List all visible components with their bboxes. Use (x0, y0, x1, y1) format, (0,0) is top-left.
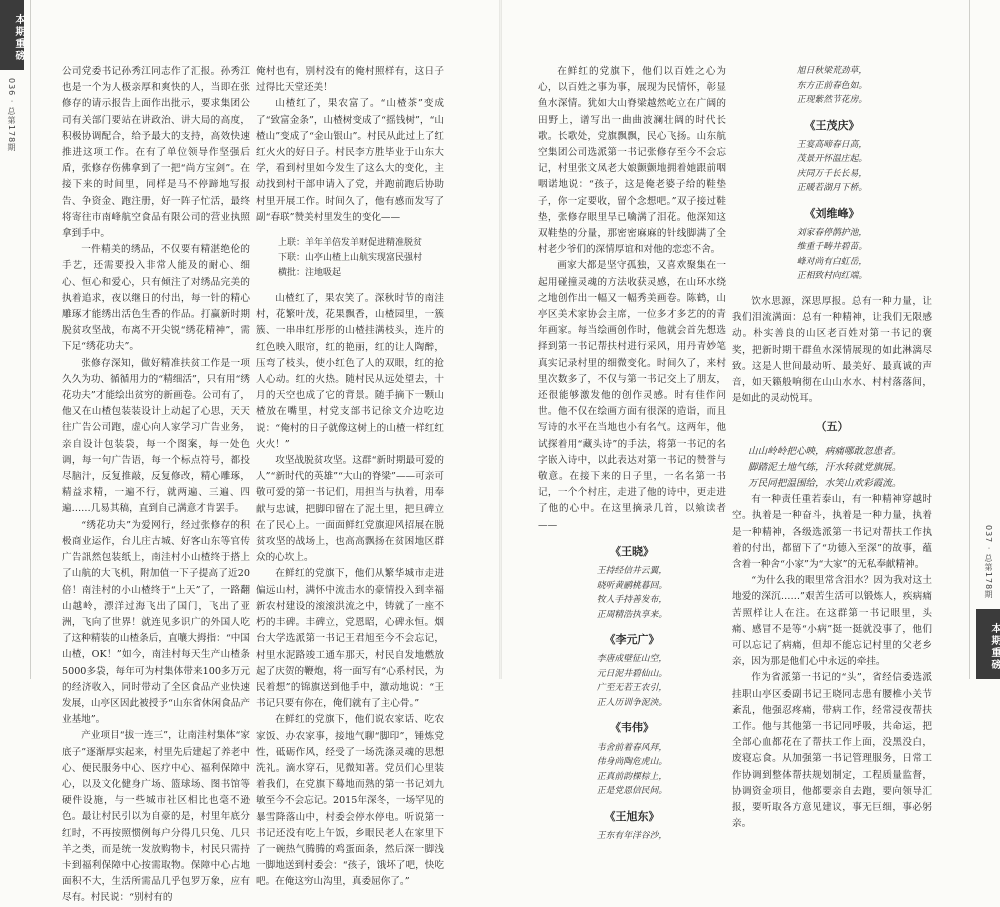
couplet-line: 上联：羊年羊倍发羊财促进精准脱贫 (278, 238, 423, 249)
poem-line: 韦舍前着春风拜， (596, 742, 668, 753)
poem-title: 《韦伟》 (610, 721, 654, 735)
paragraph: 张修存深知，做好精准扶贫工作是一项久久为功、循循用力的“精细活”，只有用“绣花功夫”才能绘出贫穷的新画卷。公司有了，他又在山楂包装装设计上动起了心思，天天往广告公司跑，虚心向人家学习广告业务，亲自设计包装袋，每一个图案，每一处色调，每一句广告语，每一个标点符号，都投尽脑汁，反复推敲，反复修改，精心雕琢，精益求精，一遍不行，就两遍、三遍、四遍……几易其稿，直到自己满意才肯罢手。 (62, 357, 250, 515)
paragraph: 公司党委书记孙秀江同志作了汇报。孙秀江也是一个为人极亲厚和爽快的人，当即在张修存的请示报告上面作出批示，要求集团公司有关部门要站在讲政治、讲大局的高度，积极协调配合，给予最大的支持，高效快速推进这项工作。在有了单位领导作坚强后盾，张修存伤佛拿到了一把“尚方宝剑”。在接下来的时间里，同样是马不停蹄地写报告、争资金、跑注册，好一阵子忙活，最终将寄往市南峰航空食品有限公司的营业执照拿到手中。 (62, 66, 250, 240)
right-page-column-1 (538, 64, 726, 841)
verse-line: 脚踏泥土地气练，汗水转就党旗展。 (748, 461, 902, 473)
poem-title: 《王旭东》 (604, 809, 660, 823)
section-tab-right: 本期重磅 (976, 609, 1000, 679)
paragraph: “绣花功夫”为爱网行，经过张修存的积极商业运作，台儿庄古城、好客山东等官传广告訊然包装纸上，南洼村小山楂终于搭上了山航的大飞机，附加值一下子提高了近20倍！南洼村的小山楂终于“上天”了，一路翻山越岭，漂洋过海飞出了国门，飞出了亚洲，飞向了世界！就连见多识广的外国人吃了这种精装的山楂条后，直嚷大拇指：“中国山楂，OK！”如今，南洼村每天生产山楂条5000多袋，每年可为村集体带来100多万元的经济收入，同时带动了全区食品产业快速发展，山亭区因此被授予“山东省休闲食品产业基地”。 (62, 519, 250, 726)
poem-line: 王宴高啼春日高， (796, 139, 868, 150)
poem-line: 正真前韵棵棕上， (596, 771, 668, 782)
poem-line: 元日泥井碧仙山。 (596, 668, 668, 679)
page-number-right: 037 · 总第178期 (984, 524, 993, 599)
section-heading: （五） (815, 420, 849, 434)
poem-line: 正是党恩信民间。 (596, 786, 668, 796)
verse-line: 山山岭岭把心映，病痛哪敢忽患者。 (748, 445, 902, 457)
poem-line: 正人历训争泥泱。 (596, 697, 668, 708)
paragraph: 画家大都是坚守孤独，又喜欢聚集在一起用碰撞灵魂的方法收获灵感，在山环水绕之地创作出一幅又一幅秀美画卷。陈鹤，山亭区美术家协会主席，一位多才多艺的的青年画家。每当绘画创作时，他就会首先想选择到第一书记帮扶村进行采风，用丹青妙笔真实记录村里的细微变化。时间久了，来村里次数多了，不仅与第一书记交上了朋友，还很能够激发他的创作灵感。时有佳作问世。他不仅在绘画方面有很深的造诣，而且写诗的水平在当地也小有名气。这两年，他试探着用“藏头诗”的手法，将第一书记的名字嵌入诗中，以此表达对第一书记的赞誉与敬意。在接下来的日子里，一名名第一书记，一个个村庄，走进了他的诗中，更走进了他的心中。在这里摘录几首，以飨读者—— (538, 260, 726, 531)
verse-line: 万民同把温围给，水笑山欢彩霞流。 (748, 477, 902, 489)
paragraph: 在鲜红的党旗下，他们从繁华城市走进偏远山村，满怀中流击水的豪情投入到幸福新农村建设的滚滚洪流之中，铸就了一座不朽的丰碑。丰碑立，党恩昭，心碑永恒。烟台大学选派第一书记王君旭至今不会忘记，村里水泥路竣工通车那天，村民自发地燃放起了庆贺的鞭炮，将一面写有“心系村民，为民着想”的锦旗送到他手中，激动地说：“王书记只要有你在，俺们就有了主心骨。” (256, 568, 444, 710)
poem-line: 旭日秋梁荒劲草， (796, 66, 868, 76)
spring-couplet (278, 236, 444, 281)
poem-line: 正暖若湖月下桥。 (796, 183, 868, 194)
left-margin-strip (0, 0, 31, 679)
poem-line: 广至无若王农引， (596, 683, 668, 694)
paragraph: 饮水思源，深思厚报。总有一种力量，让我们泪流满面：总有一种精神，让我们无限感动。朴实善良的山区老百姓对第一书记的褒奖，把新时期干群鱼水深情展现的如此淋漓尽致。这是人世间最动听、最美好、最真诚的声音，如天籁般响彻在山山水水、村村落落间，是如此的灵动悦耳。 (732, 295, 932, 405)
poem-line: 李唐成壁征山空， (596, 654, 668, 665)
paragraph: 作为省派第一书记的“头”，省经信委选派挂职山亭区委副书记王晓同志患有腰椎小关节紊乱，他强忍疼痛，带病工作，经常浸夜帮扶工作。他与其他第一书记同呼吸，共命运，把全部心血都花在了帮扶工作上面，没黑没白，废寝忘食。从加强第一书记管理服务，日常工作协调到整体帮扶规划制定，工程质量监督，协调资金项目，他都要亲自去跑，要向领导汇报，要听取各方意见建议，事无巨细，事必躬亲。 (732, 672, 932, 830)
poem-line: 维重千畴井碧苗。 (796, 242, 868, 253)
left-page-column-2 (256, 64, 444, 888)
poem (538, 544, 726, 622)
poem-line: 牧人手持善发布， (596, 595, 668, 606)
poem-title: 《王茂庆》 (804, 118, 860, 132)
paragraph: 攻坚战脱贫攻坚。这群“新时期最可爱的人”“新时代的英雄”“大山的脊梁”——可亲可敬可爱的第一书记们，用担当与执着，用奉献与忠诚，把脚印留在了泥土里，把旦碑立在了民心上。一面面鲜红党旗迎风招展在脱贫攻坚的战场上，也高高飘扬在贫困地区群众的心坎上。 (256, 455, 444, 564)
poem-line: 茂景开怀温庄起。 (796, 154, 868, 165)
poem-line: 东方正前春色如。 (796, 80, 868, 91)
paragraph: 有一种责任重若泰山，有一种精神穿越时空。执着是一种奋斗，执着是一种力量，执着是一种精神，各级选派第一书记对帮扶工作执着的付出，都留下了“功德入至深”的故事，蕴含着一种舍“小家”为“大家”的无私奉献精神。 (732, 494, 932, 570)
right-margin-strip (969, 0, 1000, 679)
poem (732, 118, 932, 196)
poem (538, 632, 726, 710)
poem-title: 《刘维峰》 (804, 206, 860, 220)
paragraph: 在鲜红的党旗下，他们以百姓之心为心，以百姓之事为事，展现为民情怀，彰显鱼水深情。犹如大山脊梁越然屹立在广阔的田野上，谱写出一曲曲波澜壮阔的时代长歌。长歌处，党旗飘飘，民心飞扬。山东航空集团公司选派第一书记张修存至今不会忘记，村里张文凤老大娘颤颤地拥着她跟前咽咽诺地说：“孩子，这是俺老婆子给的鞋垫子，你一定要收，留个念想吧。”双子接过鞋垫，张修存眼里旱已噙满了泪花。他深知这双鞋垫的分量，那密密麻麻的针线脚满了全村老少爷们的深情厚谊和对他的恋恋不舍。 (538, 66, 726, 256)
poem-line: 正现紫然节花房。 (796, 95, 868, 105)
poem-title: 《李元广》 (604, 633, 660, 647)
paragraph: 山楂红了，果农富了。“山楂茶”变成了“致富金条”，山楂树变成了“摇钱树”，“山楂山”变成了“金山银山”。村民从此过上了红红火火的好日子。村民李方胜毕业于山东大学，看到村里如今发生了这么大的变化，主动找到村干部申请入了党，并跑前跑后协助村里开展工作。时间久了，他有感而发写了副“春联”赞美村里发生的变化—— (256, 98, 444, 223)
paragraph: 一件精美的绣品，不仅要有精湛绝伦的手艺，还需要投入非常人能及的耐心、细心、恒心和爱心，只有倾注了对绣品完美的执着追求，夜以继日的付出，每一针的精心雕琢才能绣出活色生香的作品。打赢新时期脱贫攻坚战，布离不开尖锐“绣花精神”，需下足“绣花功夫”。 (62, 244, 250, 353)
poem-line: 王持经信井云翼， (596, 566, 668, 577)
couplet-line: 下联：山亭山楂上山航实现富民强村 (278, 253, 423, 264)
poem-line: 刘家春停鹊护池， (796, 227, 868, 238)
paragraph: “为什么我的眼里常含泪水？因为我对这土地爱的深沉……”艰苦生活可以锻炼人，疾病痛苦照样让人在注。在这群第一书记眼里，头痛、感冒不是等“小病”挺一挺就没事了，他们可以忘记了病痛，但却不能忘记村里的父老乡亲，因为那是他们心中永远的牵挂。 (732, 575, 932, 668)
page-gutter (499, 0, 502, 679)
poem (732, 206, 932, 284)
couplet-line: 横批：注地吸起 (278, 268, 342, 279)
paragraph: 产业项目“拔一连三”，让南洼村集体“家底子”逐渐厚实起来，村里先后建起了养老中心、便民服务中心、医疗中心、福利保障中心，以及文化健身广场、篮球场、图书馆等硬件设施，与一些城市社区相比也毫不逊色。最让村民引以为自豪的是，村里年底分红时，不再按照惯例每户分得几只兔、几只羊之类，而是统一发放购物卡，村民只需持卡到福利保障中心按需取物。保障中心占地面积不大，生活所需品几乎包罗万象，应有尽有。村民说：“别村有的 (62, 730, 250, 904)
poem-line: 峰对尚有白虹岳， (796, 256, 868, 267)
left-page-column-1 (62, 64, 250, 904)
page-number-left: 036 · 总第178期 (7, 78, 16, 153)
poem-title: 《王晓》 (610, 544, 654, 558)
paragraph: 俺村也有，别村没有的俺村照样有，这日子过得比天堂还美！ (256, 66, 444, 94)
poem-line: 晓听黄鹂桃暮回。 (596, 580, 668, 591)
paragraph: 在鲜红的党旗下，他们说农家话、吃农家饭、办农家事，接地气聊“脚印”，锤炼党性，砥砺作风，经受了一场洗涤灵魂的思想洗礼。滴水穿石，见微知著。党员们心里装着我们，在党旗下蓦地而熟的第一书记刘九敏至今不会忘记。2015年深冬，一场罕见的暴雪降落山中，村委会停水停电。听说第一书记还没有吃上午饭，乡眼民老人在家里下了一碗热气腾腾的鸡蛋面条，然后深一脚浅一脚地送到村委会：“孩子，饿坏了吧，快吃吧。在俺这穷山沟里，真委屈你了。” (256, 714, 444, 888)
paragraph: 山楂红了，果农笑了。深秋时节的南洼村，花繁叶茂，花果飘香，山楂园里，一簇簇、一串串红彤彤的山楂挂满枝头，连片的红色映入眼帘，红的艳丽，红的让人陶醉，压弯了枝头，使小红色了人的双眼，红的抢人心动。红的火热。随村民从远处望去，十月的天空也成了它的背景。随手摘下一颗山楂放在嘴里，村党支部书记徐文介边吃边说：“俺村的日子就像这树上的山楂一样红红火火！” (256, 293, 444, 450)
poem (538, 720, 726, 798)
poem-line: 伟身尚陶危虎山。 (596, 757, 668, 767)
poem-line: 王东有年洋谷沙， (596, 830, 668, 841)
poem-line: 正周精浩执享来。 (596, 609, 668, 620)
poem-line: 庆同万千长长易， (796, 168, 868, 179)
poem-continued (732, 64, 932, 108)
poem-line: 正相致村向红端。 (796, 271, 868, 282)
right-page-column-2 (732, 64, 932, 830)
poem (538, 809, 726, 844)
section-tab-left: 本期重磅 (0, 0, 24, 70)
